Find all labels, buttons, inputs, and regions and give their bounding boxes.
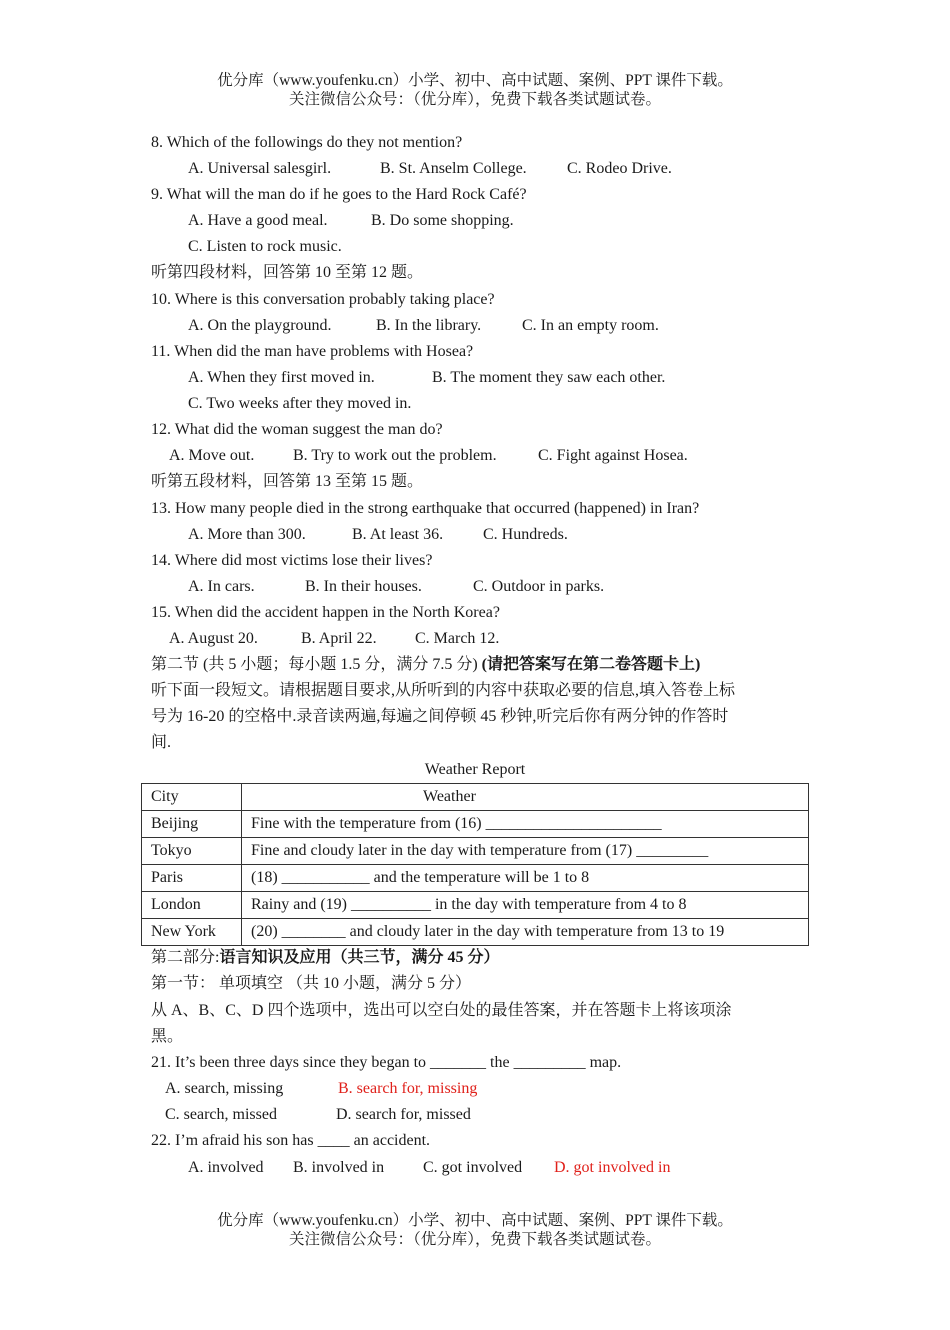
part-2-title-plain: 第二部分: — [151, 949, 220, 966]
q22-options — [188, 1158, 670, 1178]
section-5-instruction: 听第五段材料，回答第 13 至第 15 题。 — [151, 473, 424, 490]
q9-option-a[interactable]: A. Have a good meal. — [188, 212, 328, 229]
q14-options — [188, 577, 604, 597]
footer-line-1: 优分库（www.youfenku.cn）小学、初中、高中试题、案例、PPT 课件下载。 — [217, 1212, 733, 1229]
q11-options — [188, 368, 665, 388]
weather-table — [141, 783, 809, 946]
q8-options — [188, 159, 672, 179]
q21-option-b-answer[interactable]: B. search for, missing — [338, 1080, 478, 1097]
q12-option-b[interactable]: B. Try to work out the problem. — [293, 447, 497, 464]
q15-option-b[interactable]: B. April 22. — [301, 630, 377, 647]
section-2-title — [151, 655, 700, 675]
table-cell-city: London — [142, 892, 242, 919]
q8-option-b[interactable]: B. St. Anselm College. — [380, 160, 527, 177]
q21-options-row-2 — [165, 1105, 471, 1125]
q21-options-row-1 — [165, 1079, 477, 1099]
q9-option-c[interactable]: C. Listen to rock music. — [188, 238, 342, 255]
q8-stem: 8. Which of the followings do they not mention? — [151, 134, 463, 151]
table-header-row — [142, 784, 809, 811]
q15-option-a[interactable]: A. August 20. — [169, 630, 258, 647]
part-2-instruction-2: 黑。 — [151, 1028, 184, 1045]
q14-option-c[interactable]: C. Outdoor in parks. — [473, 578, 605, 595]
q14-option-b[interactable]: B. In their houses. — [305, 578, 422, 595]
q21-option-c[interactable]: C. search, missed — [165, 1106, 277, 1123]
table-cell-city: New York — [142, 919, 242, 946]
q22-option-c[interactable]: C. got involved — [423, 1159, 523, 1176]
q10-option-c[interactable]: C. In an empty room. — [522, 317, 659, 334]
table-cell-city: Beijing — [142, 811, 242, 838]
q14-option-a[interactable]: A. In cars. — [188, 578, 255, 595]
q9-options — [188, 211, 514, 231]
table-cell-city: Tokyo — [142, 838, 242, 865]
section-4-instruction: 听第四段材料，回答第 10 至第 12 题。 — [151, 264, 424, 281]
q11-option-c[interactable]: C. Two weeks after they moved in. — [188, 395, 412, 412]
q10-stem: 10. Where is this conversation probably taking place? — [151, 291, 495, 308]
table-row — [142, 865, 809, 892]
q11-option-b[interactable]: B. The moment they saw each other. — [432, 369, 666, 386]
page-header — [0, 71, 950, 109]
section-2-title-bold: (请把答案写在第二卷答题卡上) — [481, 656, 701, 673]
q9-option-b[interactable]: B. Do some shopping. — [371, 212, 514, 229]
q13-option-a[interactable]: A. More than 300. — [188, 526, 306, 543]
q8-option-c[interactable]: C. Rodeo Drive. — [567, 160, 672, 177]
q22-option-d-answer[interactable]: D. got involved in — [554, 1159, 671, 1176]
table-cell-city: Paris — [142, 865, 242, 892]
part-2-title-bold: 语言知识及应用（共三节，满分 45 分） — [219, 949, 500, 966]
q21-stem: 21. It’s been three days since they began to _______ the _________ map. — [151, 1054, 622, 1071]
q13-option-b[interactable]: B. At least 36. — [352, 526, 444, 543]
table-cell-weather[interactable]: Fine and cloudy later in the day with temperature from (17) _________ — [242, 838, 809, 865]
q11-option-a[interactable]: A. When they first moved in. — [188, 369, 375, 386]
header-line-2: 关注微信公众号：（优分库），免费下载各类试题试卷。 — [288, 91, 661, 108]
header-line-1: 优分库（www.youfenku.cn）小学、初中、高中试题、案例、PPT 课件下载。 — [217, 72, 733, 89]
q12-option-c[interactable]: C. Fight against Hosea. — [538, 447, 688, 464]
q12-stem: 12. What did the woman suggest the man do? — [151, 421, 443, 438]
section-2-instruction-1: 听下面一段短文。请根据题目要求,从所听到的内容中获取必要的信息,填入答卷上标 — [151, 682, 736, 699]
q12-option-a[interactable]: A. Move out. — [169, 447, 255, 464]
q10-option-b[interactable]: B. In the library. — [376, 317, 482, 334]
table-header-weather: Weather — [242, 784, 809, 811]
q15-options — [169, 629, 499, 649]
q12-options — [169, 446, 688, 466]
table-header-city: City — [142, 784, 242, 811]
q11-stem: 11. When did the man have problems with Hosea? — [151, 343, 474, 360]
q13-option-c[interactable]: C. Hundreds. — [483, 526, 568, 543]
q22-option-a[interactable]: A. involved — [188, 1159, 264, 1176]
footer-line-2: 关注微信公众号：（优分库），免费下载各类试题试卷。 — [288, 1231, 661, 1248]
table-title: Weather Report — [424, 761, 526, 778]
section-2-instruction-3: 间. — [151, 734, 172, 751]
table-cell-weather[interactable]: Fine with the temperature from (16) ______________________ — [242, 811, 809, 838]
q22-option-b[interactable]: B. involved in — [293, 1159, 385, 1176]
q22-stem: 22. I’m afraid his son has ____ an accident. — [151, 1132, 431, 1149]
table-cell-weather[interactable]: (20) ________ and cloudy later in the day with temperature from 13 to 19 — [242, 919, 809, 946]
section-2-instruction-2: 号为 16-20 的空格中.录音读两遍,每遍之间停顿 45 秒钟,听完后你有两分钟的作答时 — [151, 708, 729, 725]
q8-option-a[interactable]: A. Universal salesgirl. — [188, 160, 332, 177]
q9-stem: 9. What will the man do if he goes to the Hard Rock Café? — [151, 186, 527, 203]
q10-option-a[interactable]: A. On the playground. — [188, 317, 332, 334]
part-2-title — [151, 948, 499, 968]
q13-options — [188, 525, 568, 545]
table-row — [142, 919, 809, 946]
q14-stem: 14. Where did most victims lose their lives? — [151, 552, 433, 569]
table-cell-weather[interactable]: (18) ___________ and the temperature will be 1 to 8 — [242, 865, 809, 892]
page-footer — [0, 1211, 950, 1249]
table-row — [142, 892, 809, 919]
q21-option-a[interactable]: A. search, missing — [165, 1080, 284, 1097]
table-row — [142, 838, 809, 865]
table-row — [142, 811, 809, 838]
q15-stem: 15. When did the accident happen in the North Korea? — [151, 604, 500, 621]
q13-stem: 13. How many people died in the strong earthquake that occurred (happened) in Iran? — [151, 500, 700, 517]
section-2-title-plain: 第二节 (共 5 小题；每小题 1.5 分，满分 7.5 分) — [151, 656, 482, 673]
part-2-section-1: 第一节： 单项填空 （共 10 小题，满分 5 分） — [151, 975, 472, 992]
q10-options — [188, 316, 659, 336]
q21-option-d[interactable]: D. search for, missed — [336, 1106, 471, 1123]
q15-option-c[interactable]: C. March 12. — [415, 630, 500, 647]
table-cell-weather[interactable]: Rainy and (19) __________ in the day with temperature from 4 to 8 — [242, 892, 809, 919]
part-2-instruction-1: 从 A、B、C、D 四个选项中，选出可以空白处的最佳答案，并在答题卡上将该项涂 — [151, 1002, 732, 1019]
